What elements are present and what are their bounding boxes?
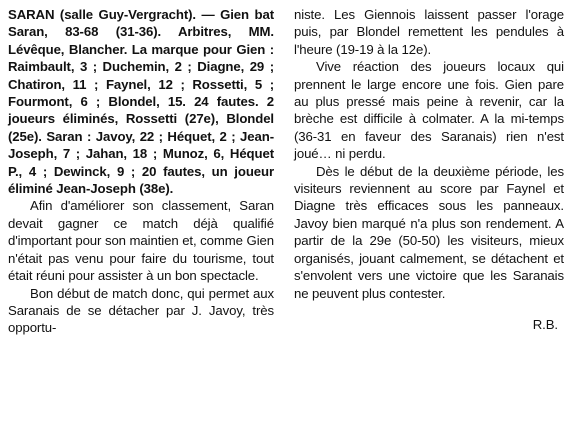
paragraph-5: Dès le début de la deuxième période, les visiteurs reviennent au score par Faynel et Diagne très efficaces sous les panneaux. Javoy bien marqué n'a plus son rendement. A partir de la 29e (50-50) les visiteurs, mieux organisés, jouant calmement, se détachent et s'envolent vers une victoire que les Saranais ne peuvent plus contester. (294, 163, 564, 301)
left-column (8, 6, 274, 337)
paragraph-1: Afin d'améliorer son classement, Saran devait gagner ce match déjà qualifié d'important pour son maintien et, comme Gien n'était pas venu pour faire du tourisme, tout était réuni pour assister à un bon spectacle. (8, 198, 274, 284)
match-summary (8, 6, 274, 197)
summary-heading: SARAN (salle Guy-Vergracht). (8, 7, 196, 22)
author-signature: R.B. (532, 316, 558, 332)
paragraph-2: Bon début de match donc, qui permet aux Saranais de se détacher par J. Javoy, très opportu- (8, 285, 274, 336)
summary-scores: — Gien bat Saran, 83-68 (31-36). Arbitres, MM. Lévêque, Blancher. La marque pour Gien : Raimbault, 3 ; Duchemin, 2 ; Diagne, 29 ; Chatiron, 11 ; Faynel, 12 ; Rossetti, 5 ; Fourmont, 6 ; Blondel, 15. 24 fautes. 2 joueurs éliminés, Rossetti (27e), Blondel (25e). Saran : Javoy, 22 ; Héquet, 2 ; Jean-Joseph, 7 ; Jahan, 18 ; Munoz, 6, Héquet P., 4 ; Dewinck, 9 ; 20 fautes, un joueur éliminé Jean-Joseph (38e). (8, 7, 274, 197)
paragraph-3: niste. Les Giennois laissent passer l'orage puis, par Blondel remettent les pendules à l'heure (19-19 à la 12e). (294, 7, 564, 57)
paragraph-4: Vive réaction des joueurs locaux qui prennent le large encore une fois. Gien pare au plus pressé mais peine à revenir, car la brèche est difficile à colmater. A la mi-temps (36-31 en faveur des Saranais) rien n'est joué… ni perdu. (294, 59, 564, 162)
right-column (294, 6, 564, 333)
